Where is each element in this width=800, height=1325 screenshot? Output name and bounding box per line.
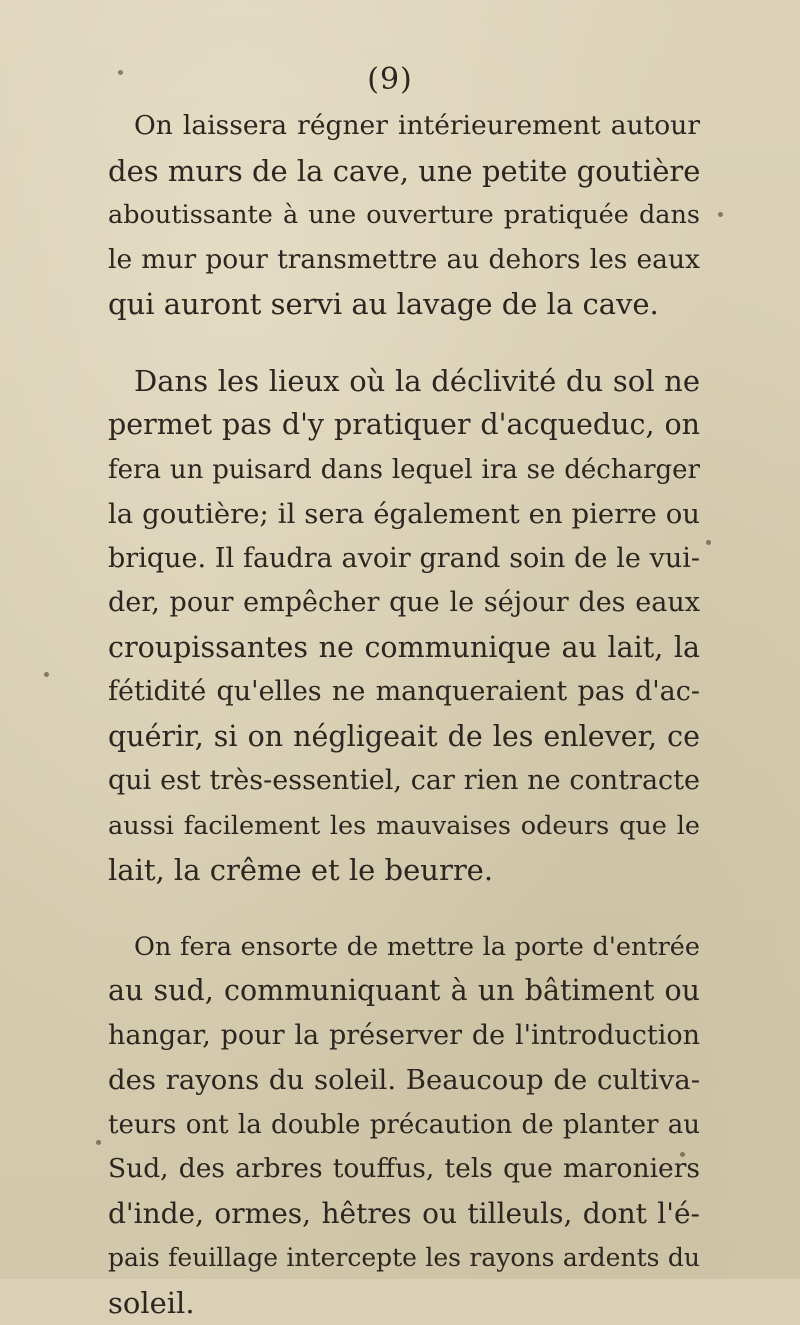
text-line: aussi facilement les mauvaises odeurs que le: [108, 804, 700, 849]
text-line: aboutissante à une ouverture pratiquée dans: [108, 193, 700, 238]
text-line: fétidité qu'elles ne manqueraient pas d'ac-: [108, 670, 700, 715]
text-line: On laissera régner intérieurement autour: [108, 104, 700, 149]
text-line: lait, la crême et le beurre.: [108, 848, 700, 893]
page-body: [108, 104, 700, 1325]
text-line: Sud, des arbres touffus, tels que maroniers: [108, 1147, 700, 1192]
paragraph: [108, 104, 700, 327]
text-line: le mur pour transmettre au dehors les eaux: [108, 238, 700, 283]
text-line: qui est très-essentiel, car rien ne contracte: [108, 759, 700, 804]
ink-speck: [706, 540, 711, 545]
ink-speck: [96, 1140, 101, 1145]
text-line: la goutière; il sera également en pierre ou: [108, 492, 700, 537]
text-line: der, pour empêcher que le séjour des eaux: [108, 581, 700, 626]
text-line: Dans les lieux où la déclivité du sol ne: [108, 359, 700, 404]
paragraph: [108, 359, 700, 893]
text-line: On fera ensorte de mettre la porte d'entrée: [108, 925, 700, 970]
ink-speck: [44, 672, 49, 677]
text-line: fera un puisard dans lequel ira se décharger: [108, 448, 700, 493]
text-line: quérir, si on négligeait de les enlever, ce: [108, 715, 700, 760]
text-line: au sud, communiquant à un bâtiment ou: [108, 969, 700, 1014]
text-line: pais feuillage intercepte les rayons ardents du: [108, 1236, 700, 1281]
text-line: teurs ont la double précaution de planter au: [108, 1103, 700, 1148]
page-number: (9): [0, 62, 780, 97]
text-line: brique. Il faudra avoir grand soin de le vui-: [108, 537, 700, 582]
paragraph: [108, 925, 700, 1325]
text-line: soleil.: [108, 1281, 700, 1325]
text-line: hangar, pour la préserver de l'introduction: [108, 1014, 700, 1059]
text-line: d'inde, ormes, hêtres ou tilleuls, dont l'é-: [108, 1192, 700, 1237]
text-line: permet pas d'y pratiquer d'acqueduc, on: [108, 403, 700, 448]
text-line: des rayons du soleil. Beaucoup de cultiva-: [108, 1058, 700, 1103]
ink-speck: [718, 212, 723, 217]
text-line: des murs de la cave, une petite goutière: [108, 149, 700, 194]
text-line: croupissantes ne communique au lait, la: [108, 626, 700, 671]
text-line: qui auront servi au lavage de la cave.: [108, 282, 700, 327]
